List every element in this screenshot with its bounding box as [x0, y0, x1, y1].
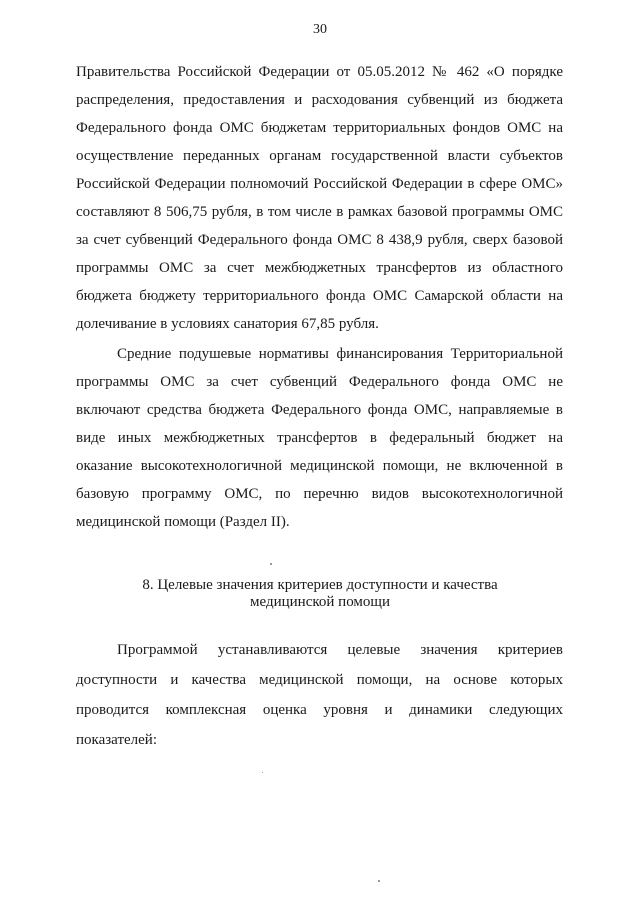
text-line: за счет субвенций Федерального фонда ОМС 8 438,9 рубля, сверх базовой	[76, 232, 563, 248]
scan-speck	[378, 880, 380, 882]
text-line: Российской Федерации полномочий Российской Федерации в сфере ОМС»	[76, 176, 563, 192]
text-line: Правительства Российской Федерации от 05.05.2012 № 462 «О порядке	[76, 64, 563, 80]
text-line: распределения, предоставления и расходования субвенций из бюджета	[76, 92, 563, 108]
text-line: программы ОМС за счет межбюджетных трансфертов из областного	[76, 260, 563, 276]
text-line: медицинской помощи (Раздел II).	[76, 514, 290, 530]
scan-speck	[262, 772, 263, 773]
text-line: бюджета бюджету территориального фонда ОМС Самарской области на	[76, 288, 563, 304]
text-line: Федерального фонда ОМС бюджетам территориальных фондов ОМС на	[76, 120, 563, 136]
text-line: осуществление переданных органам государственной власти субъектов	[76, 148, 563, 164]
text-line: Программой устанавливаются целевые значения критериев	[117, 642, 563, 658]
text-line: составляют 8 506,75 рубля, в том числе в рамках базовой программы ОМС	[76, 204, 563, 220]
text-line: Средние подушевые нормативы финансирования Территориальной	[117, 346, 563, 362]
text-line: проводится комплексная оценка уровня и динамики следующих	[76, 702, 563, 718]
page-number: 30	[313, 22, 327, 37]
text-line: показателей:	[76, 732, 157, 748]
text-line: виде иных межбюджетных трансфертов в федеральный бюджет на	[76, 430, 563, 446]
section-heading-line: медицинской помощи	[250, 594, 390, 610]
text-line: долечивание в условиях санатория 67,85 рубля.	[76, 316, 379, 332]
text-line: базовую программу ОМС, по перечню видов высокотехнологичной	[76, 486, 563, 502]
scan-speck	[270, 563, 272, 565]
text-line: оказание высокотехнологичной медицинской помощи, не включенной в	[76, 458, 563, 474]
text-line: программы ОМС за счет субвенций Федерального фонда ОМС не	[76, 374, 563, 390]
text-line: включают средства бюджета Федерального фонда ОМС, направляемые в	[76, 402, 563, 418]
text-line: доступности и качества медицинской помощи, на основе которых	[76, 672, 563, 688]
section-heading-line: 8. Целевые значения критериев доступности и качества	[142, 577, 498, 593]
